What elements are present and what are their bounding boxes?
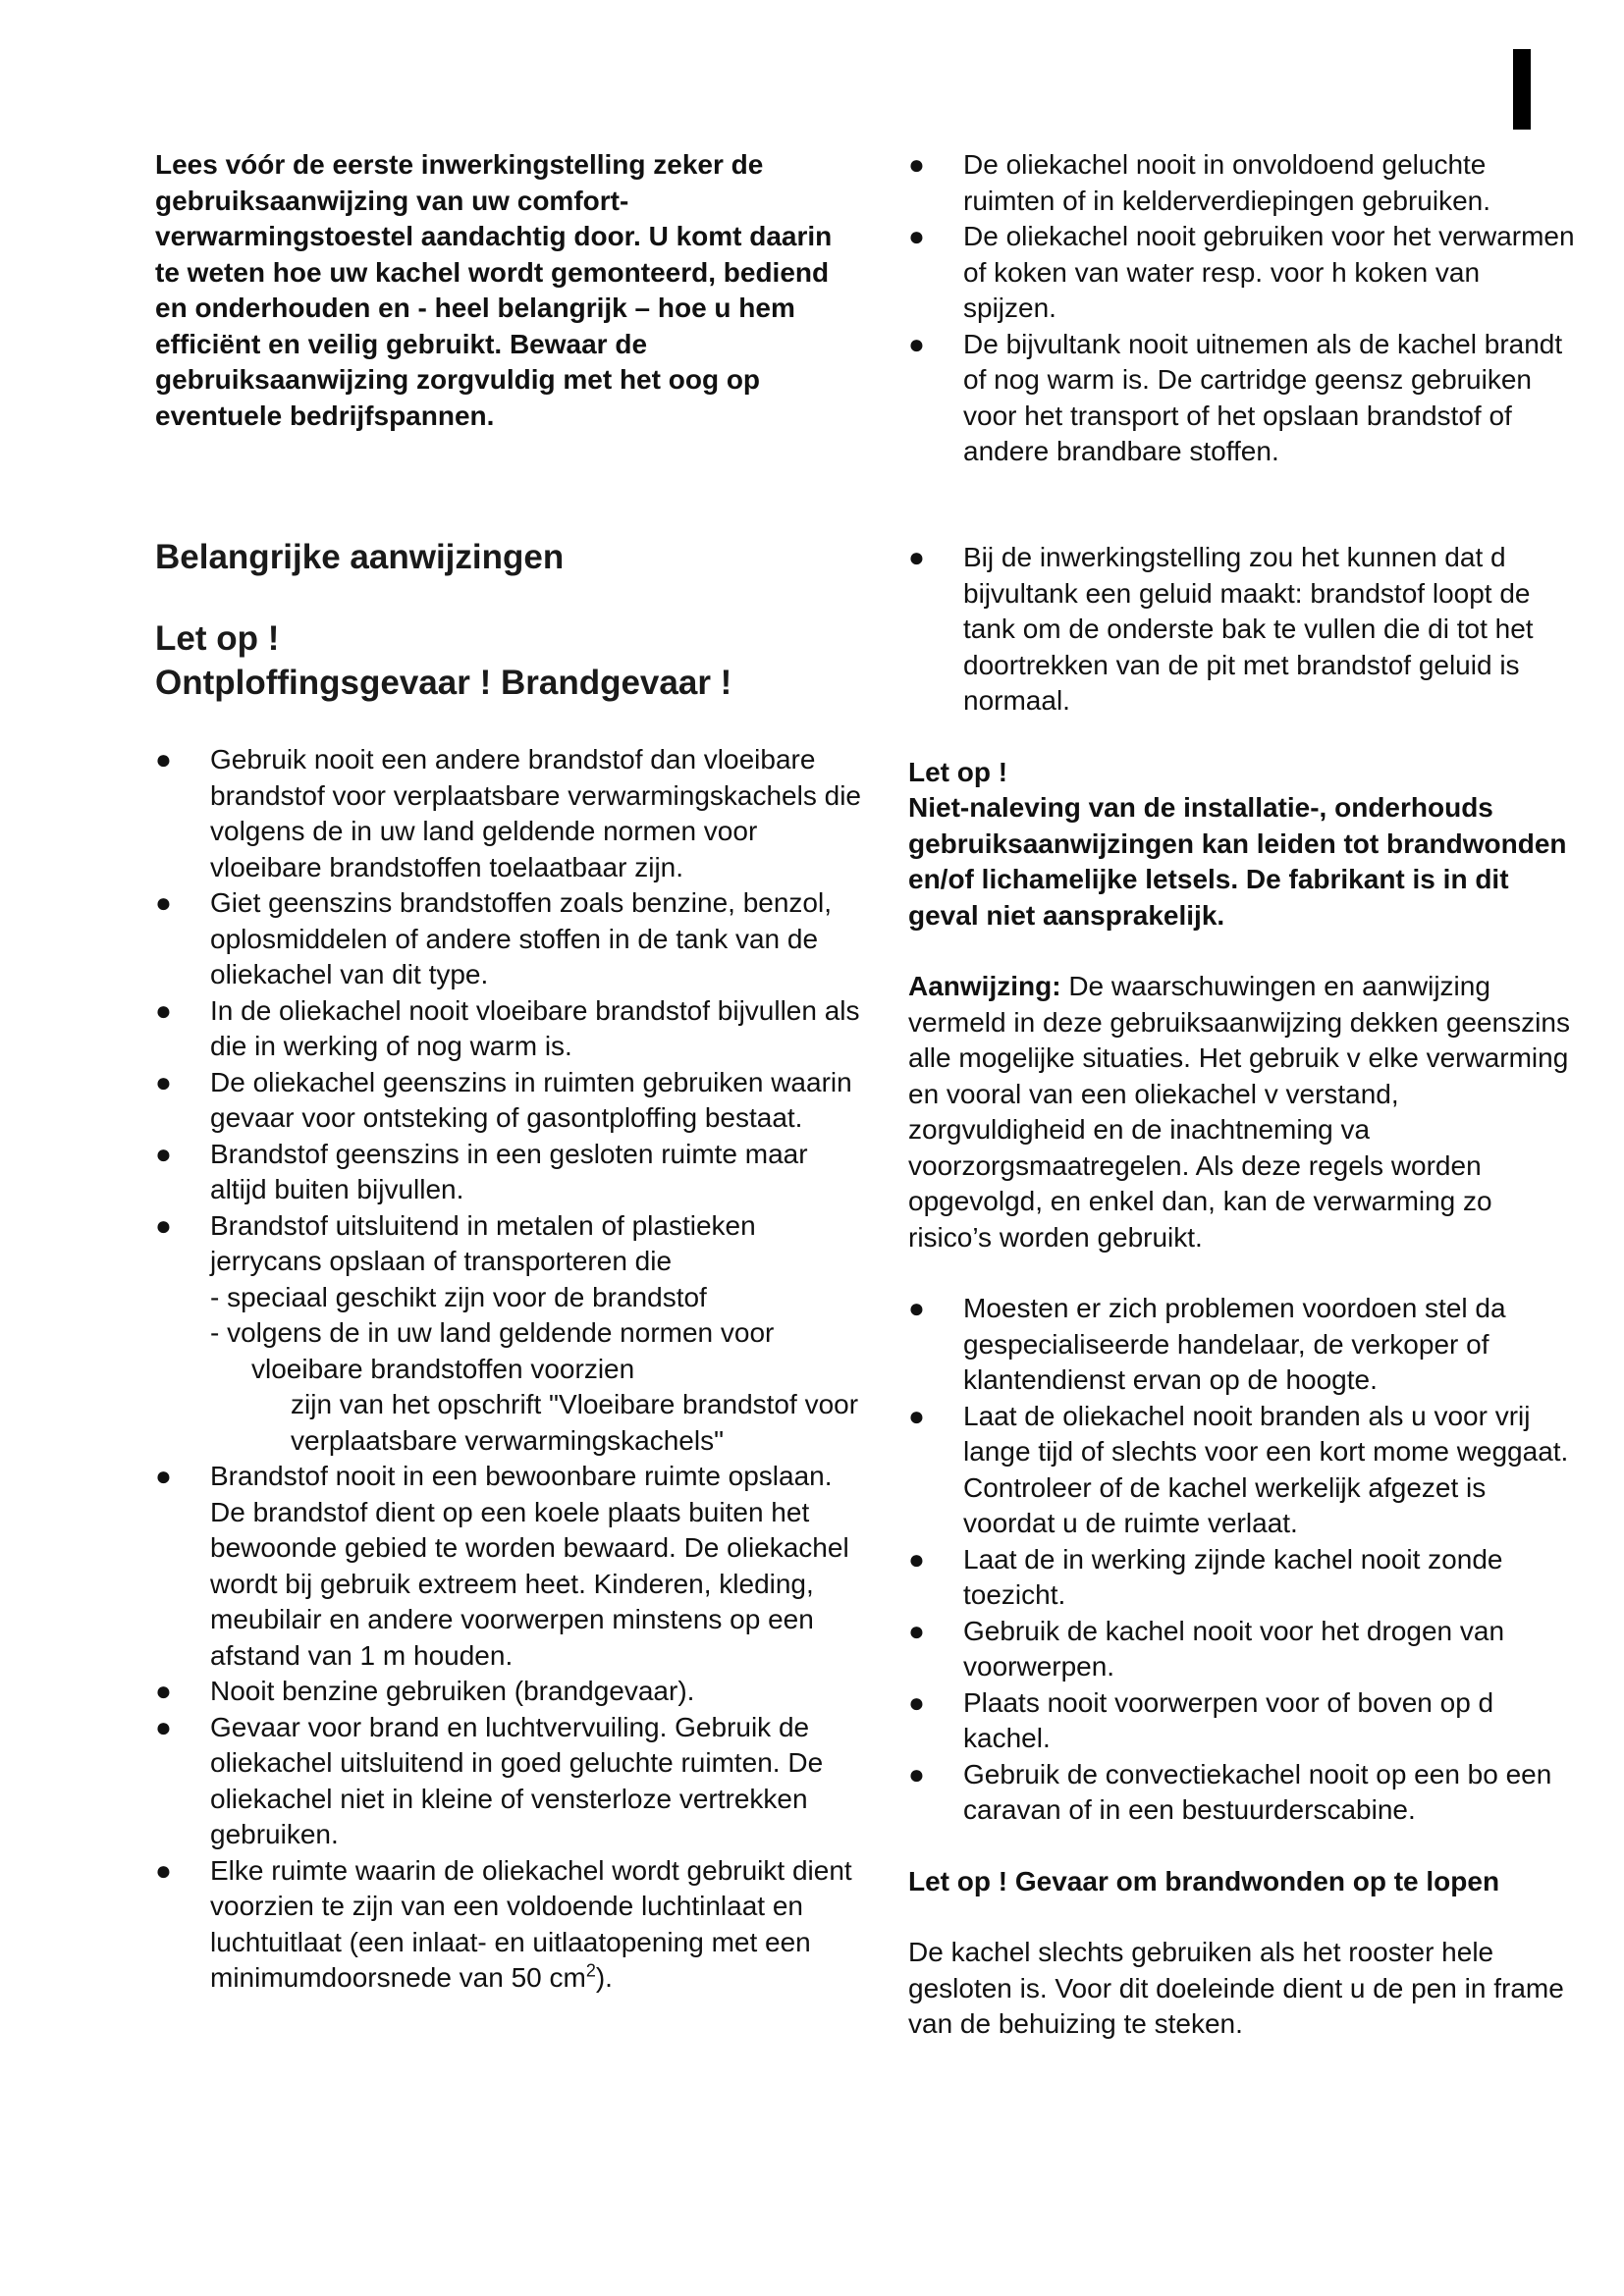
safety-item: ● Gebruik de convectiekachel nooit op een bo een caravan of in een bestuurderscabine. xyxy=(908,1758,1552,1825)
safety-item: ● Gebruik de kachel nooit voor het drogen van voorwerpen. xyxy=(908,1615,1505,1682)
safety-item: ● De bijvultank nooit uitnemen als de kachel brandt of nog warm is. De cartridge geensz gebruiken voor het transport of het opslaan brandstof of andere brandbare stoffen. xyxy=(908,328,1563,466)
safety-item: ● De oliekachel nooit gebruiken voor het verwarmen of koken van water resp. voor h koken van spijzen. xyxy=(908,221,1575,323)
safety-item: ● Nooit benzine gebruiken (brandgevaar). xyxy=(155,1676,695,1706)
caution-title: Let op ! xyxy=(908,756,1008,787)
safety-item: ● Laat de in werking zijnde kachel nooit zonde toezicht. xyxy=(908,1543,1503,1610)
safety-item: ● Plaats nooit voorwerpen voor of boven op d kachel. xyxy=(908,1686,1494,1753)
page-tab-marker xyxy=(1513,49,1531,130)
intro-paragraph: Lees vóór de eerste inwerkingstelling zeker de gebruiksaanwijzing van uw comfort-verwarmingstoestel aandachtig door. U komt daarin te weten hoe uw kachel wordt gemonteerd, bediend en onderhouden en - heel belangrijk – hoe u hem efficiënt en veilig gebruikt. Bewaar de gebruiksaanwijzing zorgvuldig met het oog op eventuele bedrijfspannen. xyxy=(155,149,833,431)
safety-item: ● Giet geenszins brandstoffen zoals benzine, benzol, oplosmiddelen of andere stoffen in de tank van de oliekachel van dit type. xyxy=(155,887,833,989)
warning-title: Let op ! xyxy=(155,619,280,658)
safety-item: ● Brandstof nooit in een bewoonbare ruimte opslaan. De brandstof dient op een koele plaats buiten het bewoonde gebied te worden bewaard. De oliekachel wordt bij gebruik extreem heet. Kinderen, kleding, meubilair en andere voorwerpen minstens op een afstand van 1 m houden. xyxy=(155,1461,849,1671)
safety-item: ● De oliekachel nooit in onvoldoend geluchte ruimten of in kelderverdiepingen gebruiken. xyxy=(908,149,1490,216)
safety-item-jerrycans: ● Brandstof uitsluitend in metalen of plastieken jerrycans opslaan of transporteren die xyxy=(155,1209,756,1276)
safety-item: ● Gebruik nooit een andere brandstof dan vloeibare brandstof voor verplaatsbare verwarmingskachels die volgens de in uw land geldende normen voor vloeibare brandstoffen toelaatbaar zijn. xyxy=(155,744,861,882)
right-column-top xyxy=(908,147,1576,470)
burn-warning-heading: Let op ! Gevaar om brandwonden op te lopen xyxy=(908,1865,1500,1896)
left-column xyxy=(155,535,862,1997)
sub-item: - volgens de in uw land geldende normen voor xyxy=(210,1317,775,1348)
note-paragraph: Aanwijzing: De waarschuwingen en aanwijzing vermeld in deze gebruiksaanwijzing dekken geenszins alle mogelijke situaties. Het gebruik v elke verwarming en vooral van een oliekachel v verstand, zorgvuldigheid en de inachtneming va voorzorgsmaatregelen. Als deze regels worden opgevolgd, en enkel dan, kan de verwarming zo risico’s worden gebruikt. xyxy=(908,971,1570,1253)
section-heading: Belangrijke aanwijzingen xyxy=(155,538,565,576)
safety-item: ● De oliekachel geenszins in ruimten gebruiken waarin gevaar voor ontsteking of gasontploffing bestaat. xyxy=(155,1066,852,1133)
safety-item-refill-noise: ● Bij de inwerkingstelling zou het kunnen dat d bijvultank een geluid maakt: brandstof loopt de tank om de onderste bak te vullen die di tot het doortrekken van de pit met brandstof geluid is normaal. xyxy=(908,542,1534,716)
sub-item-label: zijn van het opschrift "Vloeibare brandstof voor verplaatsbare verwarmingskachels" xyxy=(291,1389,859,1456)
safety-item: ● Laat de oliekachel nooit branden als u voor vrij lange tijd of slechts voor een kort mome weggaat. Controleer of de kachel werkelijk afgezet is voordat u de ruimte verlaat. xyxy=(908,1400,1569,1538)
safety-item: ● Moesten er zich problemen voordoen stel da gespecialiseerde handelaar, de verkoper of klantendienst ervan op de hoogte. xyxy=(908,1293,1506,1395)
sub-item: - speciaal geschikt zijn voor de brandstof xyxy=(210,1281,707,1312)
warning-subtitle: Ontploffingsgevaar ! Brandgevaar ! xyxy=(155,664,732,702)
safety-item: ● Gevaar voor brand en luchtvervuiling. Gebruik de oliekachel uitsluitend in goed geluchte ruimten. De oliekachel niet in kleine of vensterloze vertrekken gebruiken. xyxy=(155,1711,824,1849)
sub-item-continuation: vloeibare brandstoffen voorzien xyxy=(251,1353,635,1384)
note-label: Aanwijzing: xyxy=(908,971,1061,1001)
safety-item: ● In de oliekachel nooit vloeibare brandstof bijvullen als die in werking of nog warm is. xyxy=(155,994,860,1061)
burn-warning-text: De kachel slechts gebruiken als het rooster hele gesloten is. Voor dit doeleinde dient u de pen in frame van de behuizing te steken. xyxy=(908,1937,1564,2039)
safety-item-ventilation: ● Elke ruimte waarin de oliekachel wordt gebruikt dient voorzien te zijn van een voldoende luchtinlaat en luchtuitlaat (een inlaat- en uitlaatopening met een minimumdoorsnede van 50 $cm^2$). xyxy=(155,1854,852,1993)
right-column xyxy=(908,540,1576,2043)
caution-text: Niet-naleving van de installatie-, onderhouds gebruiksaanwijzingen kan leiden tot brandwonden en/of lichamelijke letsels. De fabrikant is in dit geval niet aansprakelijk. xyxy=(908,792,1567,931)
safety-item: ● Brandstof geenszins in een gesloten ruimte maar altijd buiten bijvullen. xyxy=(155,1138,808,1204)
